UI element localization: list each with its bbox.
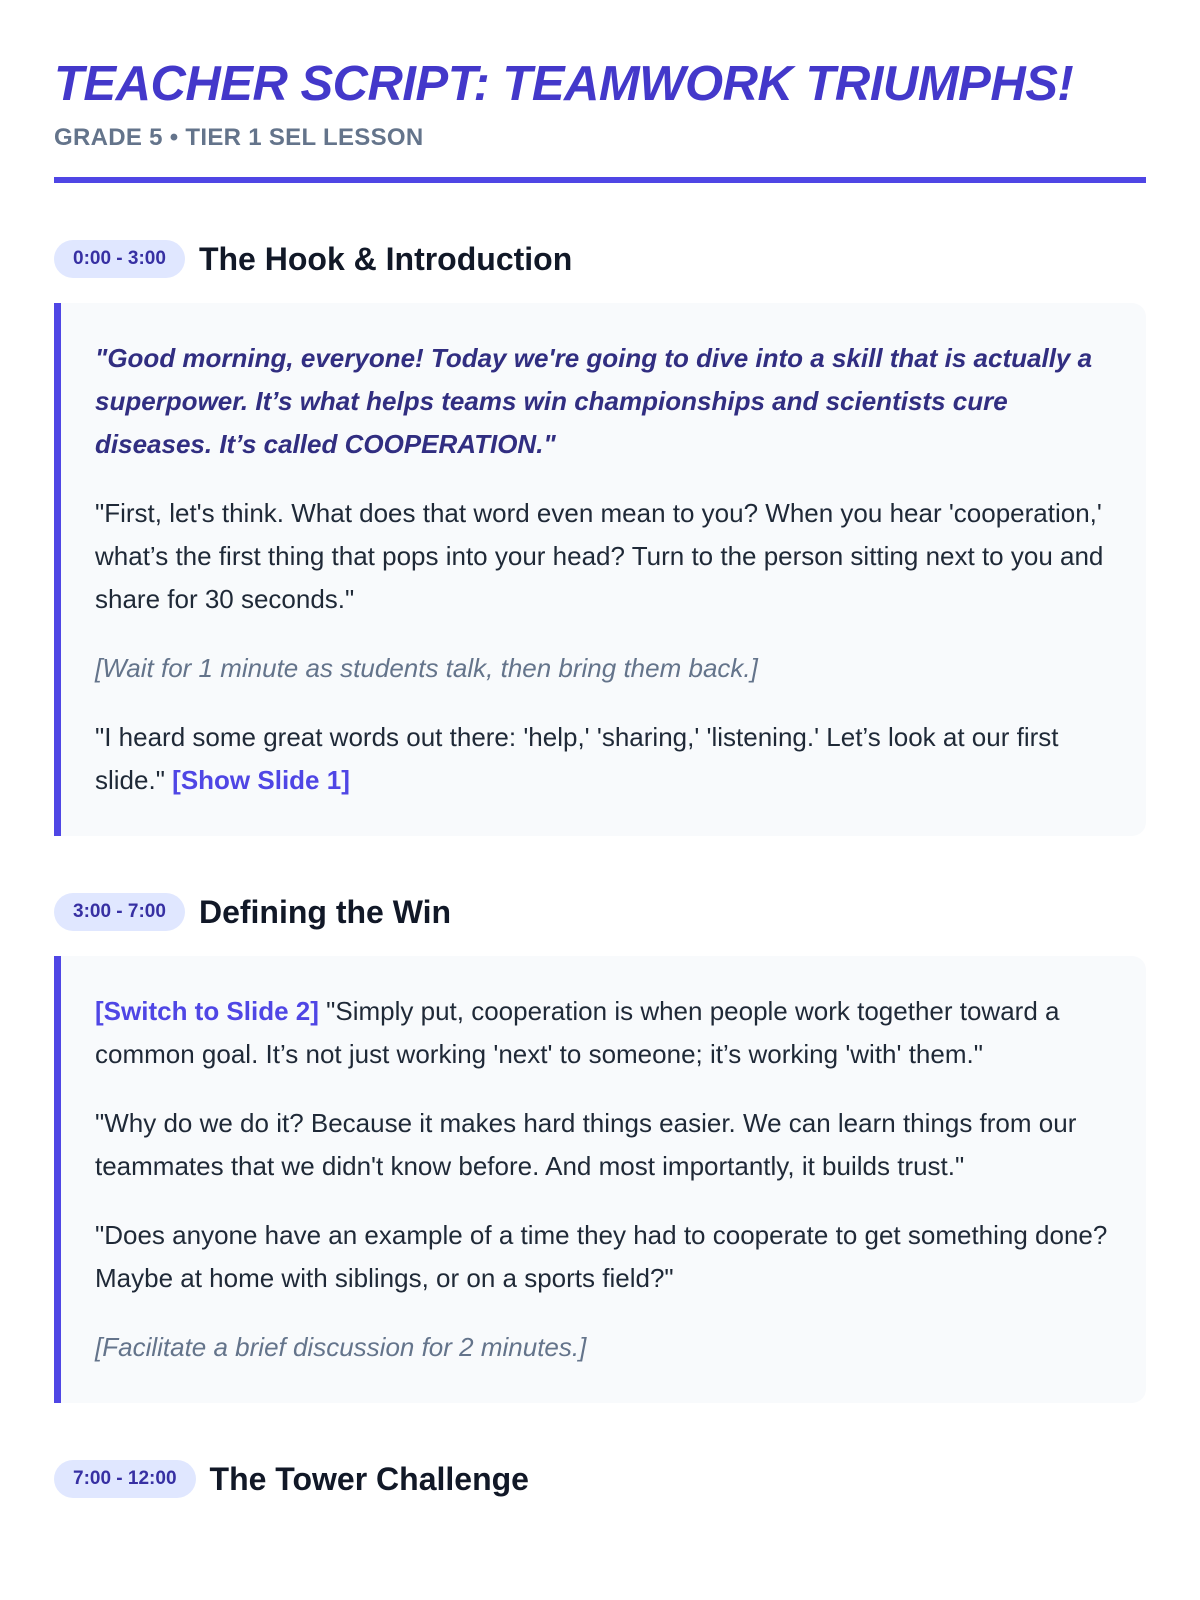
script-paragraph bbox=[95, 716, 1112, 802]
script-paragraph: "Does anyone have an example of a time they had to cooperate to get something done? Maybe at home with siblings, or on a sports field?" bbox=[95, 1220, 1108, 1293]
script-lead-quote: "Good morning, everyone! Today we're going to dive into a skill that is actually a superpower. It’s what helps teams win championships and scientists cure diseases. It’s called COOPERATION." bbox=[95, 343, 1093, 459]
section-title: The Tower Challenge bbox=[209, 1460, 529, 1497]
stage-direction: [Facilitate a brief discussion for 2 minutes.] bbox=[95, 1332, 587, 1362]
section-header bbox=[54, 239, 1146, 279]
page-subtitle: GRADE 5 • TIER 1 SEL LESSON bbox=[54, 124, 424, 151]
time-badge: 0:00 - 3:00 bbox=[54, 240, 185, 278]
time-badge: 3:00 - 7:00 bbox=[54, 893, 185, 931]
section-header bbox=[54, 1459, 1146, 1499]
script-text: "Simply put, cooperation is when people work together toward a common goal. It’s not just working 'next' to someone; it’s working 'with' them." bbox=[95, 996, 1060, 1069]
time-badge: 7:00 - 12:00 bbox=[54, 1460, 196, 1498]
section-defining-the-win bbox=[54, 892, 1146, 1403]
script-card bbox=[54, 956, 1146, 1403]
slide-cue: [Show Slide 1] bbox=[172, 765, 350, 795]
stage-direction: [Wait for 1 minute as students talk, then bring them back.] bbox=[95, 653, 758, 683]
script-card bbox=[54, 303, 1146, 836]
script-text: "I heard some great words out there: 'help,' 'sharing,' 'listening.' Let’s look at our first slide." bbox=[95, 722, 1059, 795]
section-hook bbox=[54, 239, 1146, 836]
script-paragraph: "Why do we do it? Because it makes hard things easier. We can learn things from our teammates that we didn't know before. And most importantly, it builds trust." bbox=[95, 1108, 1077, 1181]
slide-cue: [Switch to Slide 2] bbox=[95, 996, 319, 1026]
script-paragraph: "First, let's think. What does that word even mean to you? When you hear 'cooperation,' what’s the first thing that pops into your head? Turn to the person sitting next to you and share for 30 seconds." bbox=[95, 498, 1104, 614]
section-title: Defining the Win bbox=[198, 893, 452, 930]
script-paragraph bbox=[95, 990, 1112, 1076]
section-tower-challenge bbox=[54, 1459, 1146, 1499]
page-title: TEACHER SCRIPT: TEAMWORK TRIUMPHS! bbox=[54, 57, 1074, 111]
section-title: The Hook & Introduction bbox=[198, 240, 573, 277]
section-header bbox=[54, 892, 1146, 932]
header-divider bbox=[54, 177, 1146, 183]
